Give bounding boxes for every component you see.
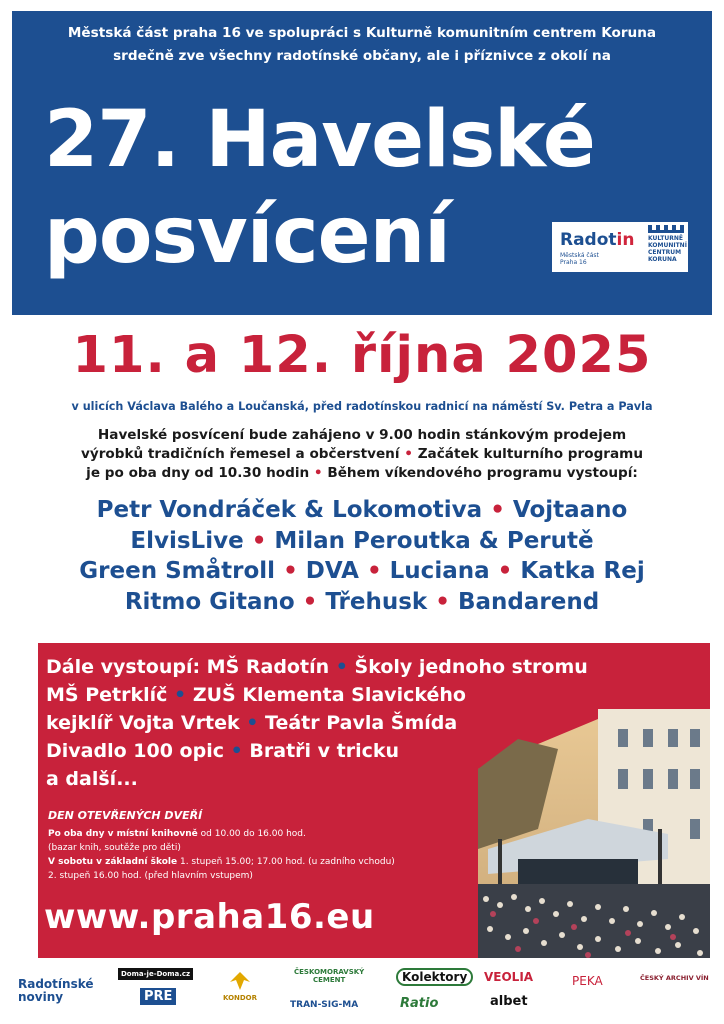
program-box	[38, 643, 710, 958]
sponsor-strip	[0, 962, 724, 1024]
additional-performers: Dále vystoupí: MŠ Radotín • Školy jednoho stromu MŠ Petrklíč • ZUŠ Klementa Slavického kejklíř Vojta Vrtek • Teátr Pavla Šmída Divadlo 100 opic • Bratři v tricku a další...	[46, 656, 588, 790]
sponsor-pre: PRE	[140, 988, 176, 1005]
bird-icon	[228, 970, 252, 992]
performer-row: Green Småtroll • DVA • Luciana • Katka Rej	[79, 558, 645, 584]
sponsor-cement: ČESKOMORAVSKÝ CEMENT	[294, 968, 365, 984]
intro-line-1: Městská část praha 16 ve spolupráci s Kulturně komunitním centrem Koruna	[67, 25, 657, 41]
website-link[interactable]: www.praha16.eu	[44, 897, 375, 937]
sponsor-kondor: KONDOR	[222, 970, 258, 1002]
organizer-logos	[552, 222, 688, 272]
sponsor-veolia: VEOLIA	[484, 970, 534, 984]
sponsor-kolektory: Kolektory	[396, 968, 473, 986]
event-date: 11. a 12. října 2025	[72, 326, 652, 385]
performer-list	[0, 495, 724, 617]
event-title	[44, 92, 595, 284]
sponsor-archiv-vin: ČESKÝ ARCHIV VÍN	[640, 974, 709, 982]
event-description: Havelské posvícení bude zahájeno v 9.00 hodin stánkovým prodejem výrobků tradičních řemesel a občerstvení • Začátek kulturního programu je po oba dny od 10.30 hodin • Během víkendového programu vystoupí:	[80, 427, 644, 481]
radotin-logo: Radotin	[560, 230, 635, 250]
sponsor-ratio: Ratio	[400, 996, 439, 1011]
performer-row: ElvisLive • Milan Peroutka & Perutě	[130, 527, 594, 554]
open-doors-heading: DEN OTEVŘENÝCH DVEŘÍ	[48, 809, 203, 822]
event-venue: v ulicích Václava Balého a Loučanská, před radotínskou radnicí na náměstí Sv. Petra a Pavla	[71, 400, 653, 413]
intro-text	[0, 22, 724, 68]
sponsor-albet: albet	[490, 994, 528, 1009]
sponsor-doma-je-doma: Doma-je-Doma.cz	[118, 968, 193, 980]
title-line-1: 27. Havelské	[44, 95, 595, 185]
sponsor-radotinske-noviny: Radotínské noviny	[18, 977, 94, 1004]
sponsor-peka: PEKA	[572, 974, 603, 988]
koruna-logo: KULTURNĚ KOMUNITNÍ CENTRUM KORUNA	[648, 230, 684, 263]
title-line-2: posvícení	[44, 191, 450, 281]
open-doors-info: DEN OTEVŘENÝCH DVEŘÍ Po oba dny v místní knihovně od 10.00 do 16.00 hod. (bazar knih, soutěže pro děti) V sobotu v základní škole 1. stupeň 15.00; 17.00 hod. (u zadního vchodu) 2. stupeň 16.00 hod. (před hlavním vstupem)	[48, 809, 395, 881]
sponsor-transigma: TRAN-SIG-MA	[290, 1000, 359, 1010]
performer-row: Ritmo Gitano • Třehusk • Bandarend	[124, 588, 600, 615]
performer-row: Petr Vondráček & Lokomotiva • Vojtaano	[96, 497, 628, 523]
crown-icon	[648, 225, 684, 230]
radotin-subtitle: Městská část Praha 16	[560, 252, 599, 266]
intro-line-2: srdečně zve všechny radotínské občany, ale i příznivce z okolí na	[113, 48, 611, 64]
